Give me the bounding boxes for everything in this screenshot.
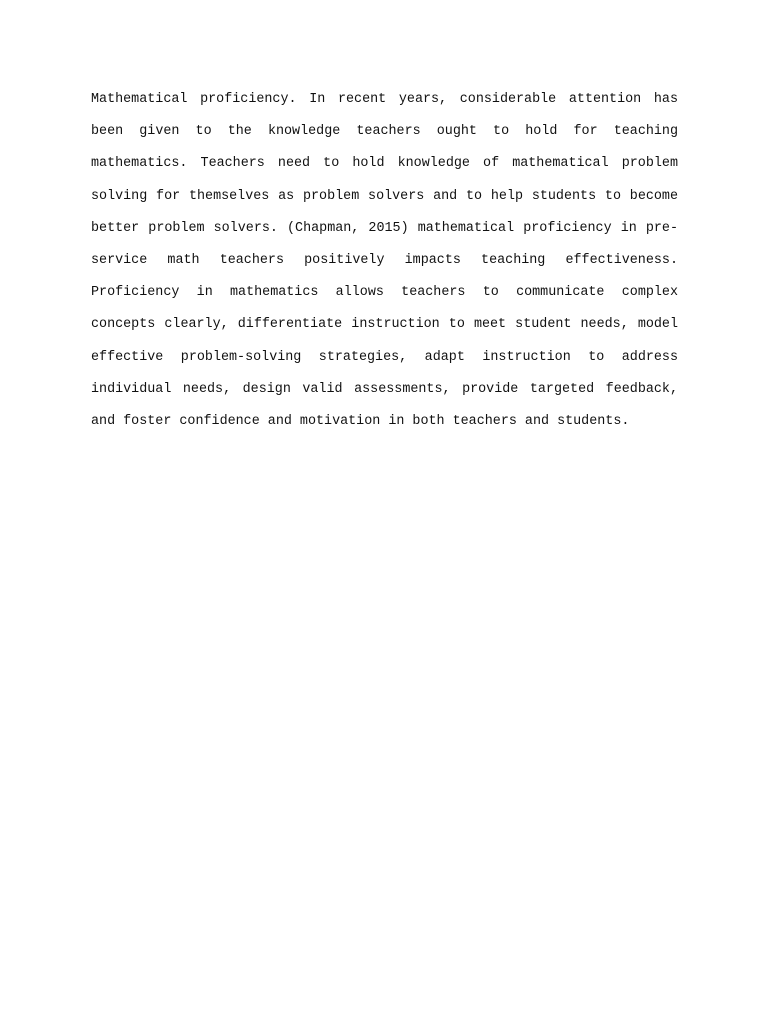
body-paragraph: Mathematical proficiency. In recent years, considerable attention has been given to the knowledge teachers ought to hold for teaching mathematics. Teachers need to hold knowledge of mathematical problem solving for themselves as problem solvers and to help students to become better problem solvers. (Chapman, 2015) mathematical proficiency in pre-service math teachers positively impacts teaching effectiveness. Proficiency in mathematics allows teachers to communicate complex concepts clearly, differentiate instruction to meet student needs, model effective problem-solving strategies, adapt instruction to address individual needs, design valid assessments, provide targeted feedback, and foster confidence and motivation in both teachers and students. xyxy=(91,92,678,430)
